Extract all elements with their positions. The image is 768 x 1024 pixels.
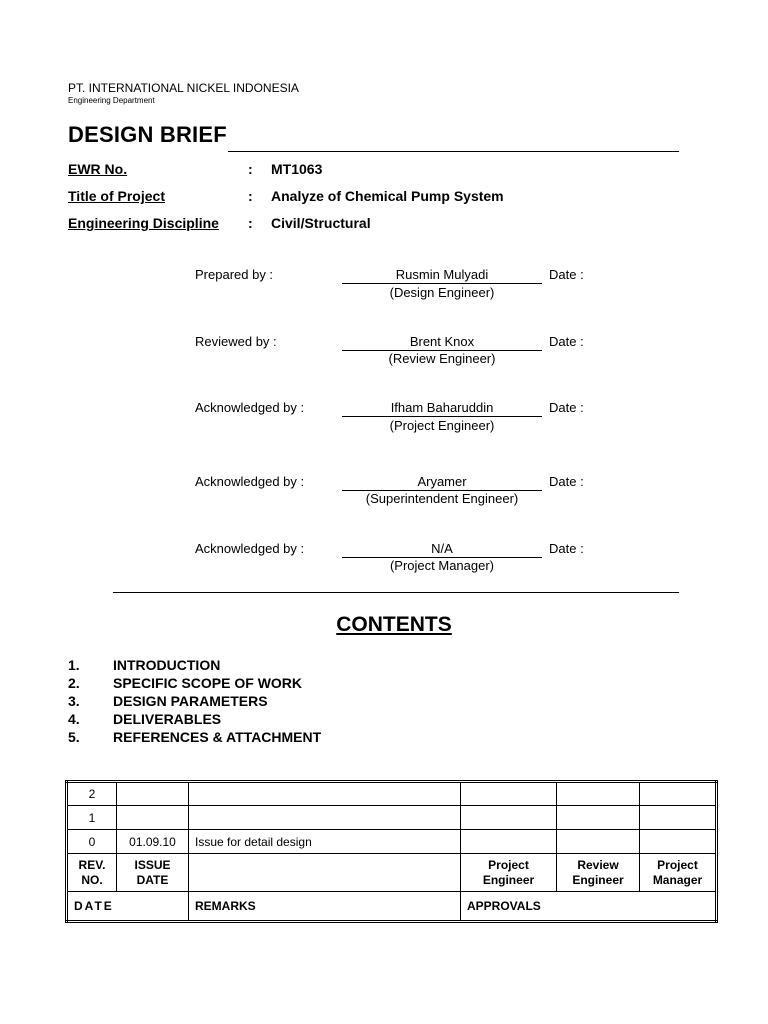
acknowledged-by-role-2: (Superintendent Engineer) [365,491,519,506]
acknowledged-by-date-2: Date : [549,474,584,489]
ewr-label: EWR No. [68,161,128,177]
discipline-label: Engineering Discipline [68,215,219,231]
reviewed-by-role: (Review Engineer) [388,351,496,366]
toc-number: 1. [68,657,80,673]
ewr-value: MT1063 [271,161,323,177]
issue-date-cell [117,782,189,806]
issue-date-cell [117,806,189,830]
remarks-cell [189,782,461,806]
project-title-colon: : [248,188,253,204]
reviewed-by-label: Reviewed by : [195,334,277,349]
acknowledged-by-role-1: (Project Engineer) [389,418,495,433]
toc-item-parameters: DESIGN PARAMETERS [113,693,268,709]
re-cell [557,830,640,854]
acknowledged-by-label-1: Acknowledged by : [195,400,305,415]
re-cell [557,806,640,830]
re-cell [557,782,640,806]
toc-item-references: REFERENCES & ATTACHMENT [113,729,322,745]
date-footer: DATE [67,892,189,922]
project-manager-header: Project Manager [640,854,717,892]
reviewed-by-date: Date : [549,334,584,349]
pe-cell [461,830,557,854]
discipline-value: Civil/Structural [271,215,371,231]
toc-number: 3. [68,693,80,709]
pe-cell [461,782,557,806]
project-title-value: Analyze of Chemical Pump System [271,188,504,204]
section-divider [113,592,679,593]
toc-item-scope: SPECIFIC SCOPE OF WORK [113,675,303,691]
revision-table [65,780,718,923]
remarks-header-blank [189,854,461,892]
pm-cell [640,806,717,830]
table-footer-row [67,892,717,922]
company-name: PT. INTERNATIONAL NICKEL INDONESIA [68,81,299,95]
department-name: Engineering Department [68,96,155,105]
title-divider [228,151,679,152]
acknowledged-by-name-3: N/A [342,541,542,558]
reviewed-by-name: Brent Knox [342,334,542,351]
toc-number: 5. [68,729,80,745]
table-row [67,806,717,830]
discipline-colon: : [248,215,253,231]
prepared-by-label: Prepared by : [195,267,274,282]
remarks-cell [189,806,461,830]
acknowledged-by-name-1: Ifham Baharuddin [342,400,542,417]
pm-cell [640,830,717,854]
contents-heading: CONTENTS [336,613,452,636]
rev-cell: 2 [67,782,117,806]
acknowledged-by-date-1: Date : [549,400,584,415]
prepared-by-date: Date : [549,267,584,282]
project-title-label: Title of Project [68,188,165,204]
review-engineer-header: Review Engineer [557,854,640,892]
acknowledged-by-label-3: Acknowledged by : [195,541,305,556]
acknowledged-by-role-3: (Project Manager) [389,558,495,573]
table-row [67,830,717,854]
project-engineer-header: Project Engineer [461,854,557,892]
pm-cell [640,782,717,806]
toc-item-introduction: INTRODUCTION [113,657,221,673]
remarks-cell: Issue for detail design [189,830,461,854]
issue-date-cell: 01.09.10 [117,830,189,854]
toc-number: 4. [68,711,80,727]
prepared-by-role: (Design Engineer) [389,285,495,300]
acknowledged-by-name-2: Aryamer [342,474,542,491]
pe-cell [461,806,557,830]
rev-no-header: REV. NO. [67,854,117,892]
issue-date-header: ISSUE DATE [117,854,189,892]
rev-cell: 0 [67,830,117,854]
toc-number: 2. [68,675,80,691]
document-title: DESIGN BRIEF [68,122,227,147]
acknowledged-by-label-2: Acknowledged by : [195,474,305,489]
ewr-colon: : [248,161,253,177]
table-header-row [67,854,717,892]
remarks-footer: REMARKS [189,892,461,922]
rev-cell: 1 [67,806,117,830]
approvals-footer: APPROVALS [461,892,717,922]
prepared-by-name: Rusmin Mulyadi [342,267,542,284]
toc-item-deliverables: DELIVERABLES [113,711,222,727]
acknowledged-by-date-3: Date : [549,541,584,556]
table-row [67,782,717,806]
